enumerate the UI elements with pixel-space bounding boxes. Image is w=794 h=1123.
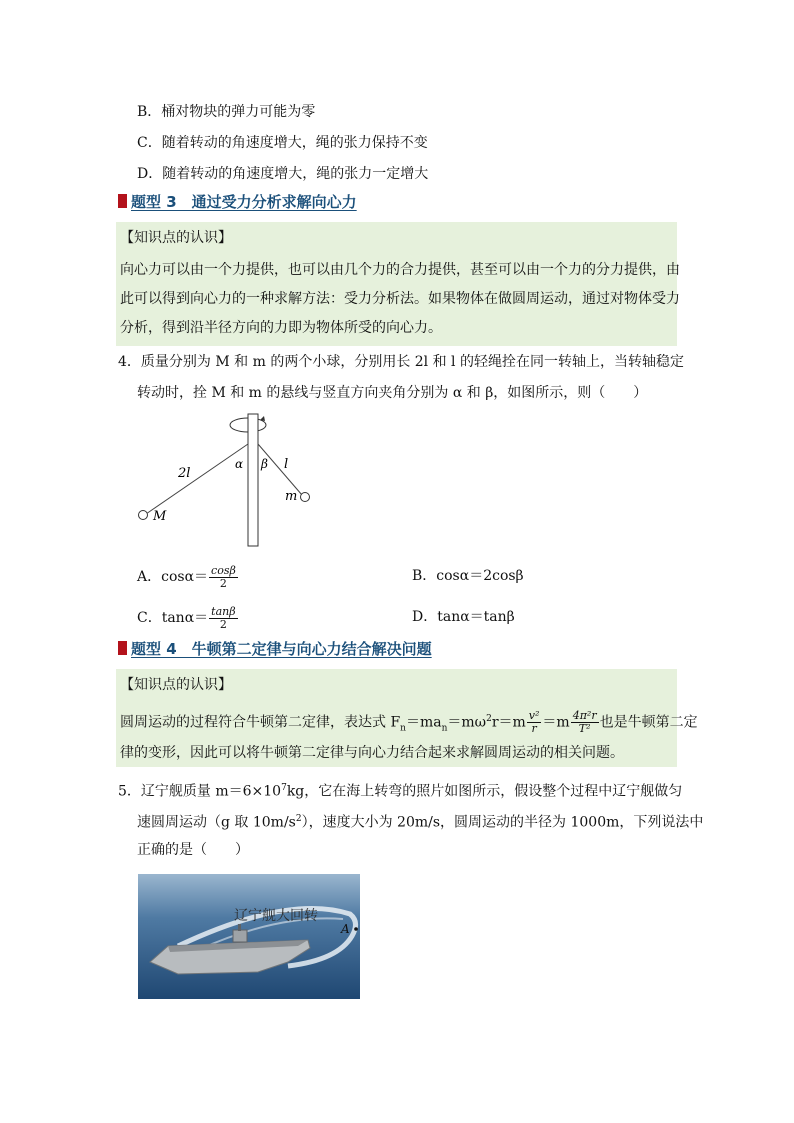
label-l: l (284, 457, 289, 472)
red-marker (118, 194, 127, 208)
rope-2l (146, 444, 248, 514)
option-b: B．桶对物块的弹力可能为零 (137, 104, 316, 120)
ball-m (301, 493, 310, 502)
sup-2: 2 (486, 714, 492, 724)
section3-heading (118, 190, 357, 212)
red-marker (118, 641, 127, 655)
q5-line-2 (137, 809, 703, 833)
rotation-shaft (248, 414, 258, 546)
photo-caption: 辽宁舰大回转 (234, 908, 318, 924)
pendulum-diagram (134, 410, 314, 552)
q4-option-c (137, 603, 239, 633)
frac-num: v² (528, 709, 540, 723)
label-beta: β (261, 457, 268, 471)
section4-title: 题型 4 牛顿第二定律与向心力结合解决问题 (131, 639, 432, 658)
text-seg: 也是牛顿第二定 (599, 714, 698, 731)
knowledge4-line-2: 律的变形，因此可以将牛顿第二定律与向心力结合起来求解圆周运动的相关问题。 (120, 745, 624, 761)
knowledge-line-3: 分析，得到沿半径方向的力即为物体所受的向心力。 (120, 320, 442, 336)
q4-line-2: 转动时，拴 M 和 m 的悬线与竖直方向夹角分别为 α 和 β，如图所示，则（ ） (137, 385, 648, 401)
frac-num: 4π²r (572, 709, 597, 723)
option-c-denominator: 2 (219, 617, 227, 631)
text-seg: ＝mω (447, 714, 487, 731)
point-a-marker (354, 927, 358, 931)
option-a-prefix: A．cosα＝ (137, 569, 209, 585)
q5-line-3: 正确的是（ ） (137, 842, 249, 858)
option-c-fraction (209, 606, 237, 631)
option-a-numerator: cosβ (211, 563, 236, 577)
q4-line-1: 4．质量分别为 M 和 m 的两个小球，分别用长 2l 和 l 的轻绳拴在同一转轴上，当转轴稳定 (118, 354, 684, 370)
sup-2: 2 (295, 814, 302, 824)
knowledge-label: 【知识点的认识】 (120, 677, 232, 693)
knowledge-line-2: 此可以得到向心力的一种求解方法：受力分析法。如果物体在做圆周运动，通过对物体受力 (120, 291, 680, 307)
label-alpha: α (235, 457, 244, 471)
frac-den: r (531, 722, 537, 736)
option-d: D．随着转动的角速度增大，绳的张力一定增大 (137, 166, 429, 182)
option-a-denominator: 2 (219, 576, 227, 590)
text-seg: 圆周运动的过程符合牛顿第二定律，表达式 F (120, 714, 401, 731)
knowledge-box-4 (116, 669, 698, 767)
label-2l: 2l (178, 466, 191, 481)
knowledge-line-1: 向心力可以由一个力提供，也可以由几个力的合力提供，甚至可以由一个力的分力提供，由 (120, 262, 680, 278)
text-seg: ＝m (542, 714, 570, 731)
ball-M (139, 511, 148, 520)
text-seg: ），速度大小为 20m/s，圆周运动的半径为 1000m，下列说法中 (301, 814, 704, 831)
q4-option-b: B．cosα＝2cosβ (412, 568, 524, 584)
section4-heading (118, 637, 432, 659)
island (233, 930, 247, 942)
label-m: m (285, 489, 298, 504)
knowledge-label: 【知识点的认识】 (120, 230, 232, 246)
option-a-fraction (209, 565, 238, 590)
q4-option-d: D．tanα＝tanβ (412, 609, 515, 625)
knowledge4-line-1 (120, 703, 698, 744)
point-a-label: A (341, 922, 350, 936)
text-seg: 速圆周运动（g 取 10m/s (137, 814, 296, 831)
text-seg: ＝ma (405, 714, 442, 731)
q4-option-a (137, 562, 239, 592)
knowledge-box-3 (116, 222, 680, 346)
q5-line-1 (118, 778, 682, 802)
fraction-4pi2r-T2 (571, 710, 599, 735)
carrier-photo (138, 874, 360, 999)
text-seg: 5．辽宁舰质量 m＝6×10 (118, 783, 282, 800)
label-M: M (153, 509, 167, 524)
fraction-v2-r (527, 710, 542, 735)
sup-7: 7 (281, 783, 287, 793)
sub-n: n (400, 723, 406, 734)
option-c-numerator: tanβ (211, 604, 236, 618)
frac-den: T² (578, 722, 591, 736)
option-c-prefix: C．tanα＝ (137, 610, 209, 626)
option-c: C．随着转动的角速度增大，绳的张力保持不变 (137, 135, 428, 151)
sub-n: n (441, 723, 448, 734)
section3-title: 题型 3 通过受力分析求解向心力 (131, 192, 357, 211)
text-seg: r＝m (491, 714, 526, 731)
text-seg: kg，它在海上转弯的照片如图所示，假设整个过程中辽宁舰做匀 (286, 783, 683, 800)
